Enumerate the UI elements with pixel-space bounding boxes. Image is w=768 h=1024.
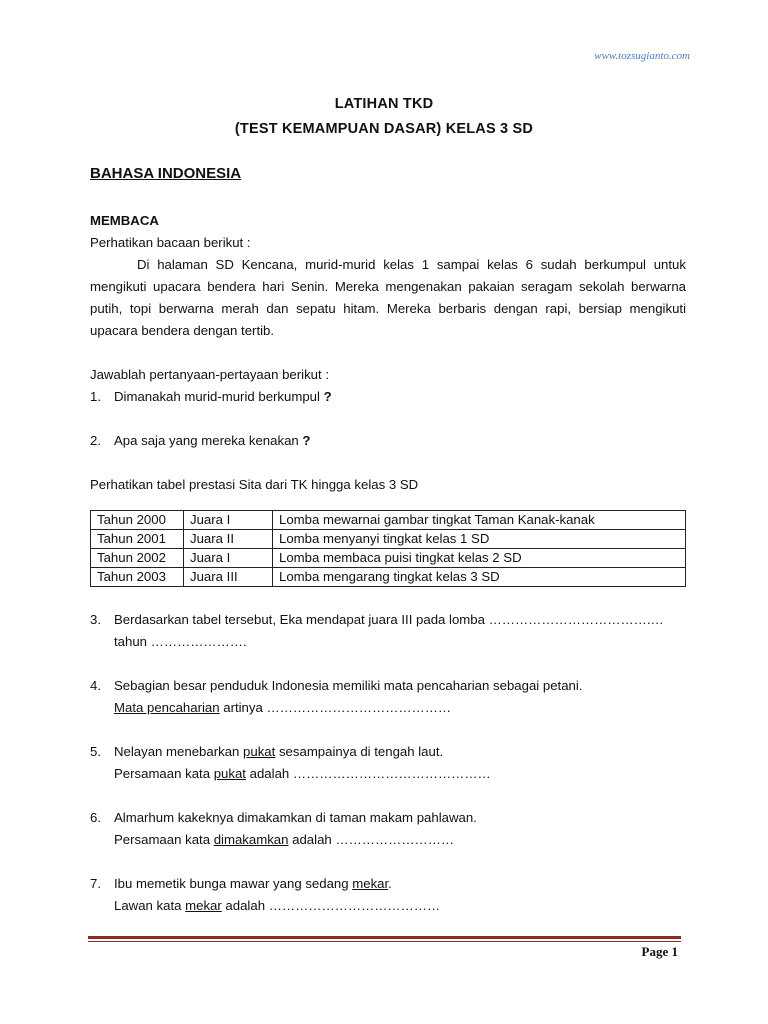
answer-line: adalah ……………………… xyxy=(288,832,455,847)
table-row xyxy=(91,549,686,568)
question-2 xyxy=(90,430,686,452)
answer-line: adalah ………………………………… xyxy=(221,898,441,913)
question-number: 5. xyxy=(90,744,101,759)
section-heading: BAHASA INDONESIA xyxy=(90,165,242,182)
table-intro: Perhatikan tabel prestasi Sita dari TK hingga kelas 3 SD xyxy=(90,477,419,492)
question-4 xyxy=(90,675,686,719)
website-url: www.tozsugianto.com xyxy=(594,50,690,62)
answer-prompt: Persamaan kata xyxy=(114,766,214,781)
table-cell-rank: Juara III xyxy=(184,568,273,587)
underlined-term: pukat xyxy=(243,744,276,759)
answer-prompt: Lawan kata xyxy=(114,898,186,913)
question-text: Almarhum kakeknya dimakamkan di taman makam pahlawan. xyxy=(114,810,477,825)
question-text: . xyxy=(388,876,392,891)
footer-rule xyxy=(88,936,681,939)
question-7 xyxy=(90,873,686,917)
underlined-term: mekar xyxy=(185,898,222,913)
question-number: 3. xyxy=(90,612,101,627)
title-line-2: (TEST KEMAMPUAN DASAR) KELAS 3 SD xyxy=(234,121,534,137)
question-mark: ? xyxy=(323,389,332,404)
table-cell-event: Lomba membaca puisi tingkat kelas 2 SD xyxy=(273,549,686,568)
question-text: Apa saja yang mereka kenakan xyxy=(114,433,303,448)
underlined-term: pukat xyxy=(213,766,246,781)
worksheet-content xyxy=(90,210,686,917)
table-cell-year: Tahun 2002 xyxy=(91,549,184,568)
footer-rule-thin xyxy=(88,941,681,942)
answer-line: artinya …………………………………… xyxy=(219,700,452,715)
question-number: 2. xyxy=(90,433,101,448)
table-cell-year: Tahun 2001 xyxy=(91,530,184,549)
table-row xyxy=(91,511,686,530)
table-cell-rank: Juara I xyxy=(184,549,273,568)
table-cell-rank: Juara I xyxy=(184,511,273,530)
question-6 xyxy=(90,807,686,851)
table-row xyxy=(91,568,686,587)
question-5 xyxy=(90,741,686,785)
reading-passage: Di halaman SD Kencana, murid-murid kelas 1 sampai kelas 6 sudah berkumpul untuk mengikuti upacara bendera hari Senin. Mereka mengenakan pakaian seragam sekolah berwarna putih, topi berwarna merah dan sepatu hitam. Mereka berbaris dengan rapi, bersiap mengikuti upacara bendera dengan tertib. xyxy=(90,257,686,338)
title-line-1: LATIHAN TKD xyxy=(334,96,434,112)
answer-prompt: Persamaan kata xyxy=(114,832,214,847)
page-number: Page 1 xyxy=(641,944,678,959)
table-row xyxy=(91,530,686,549)
question-number: 7. xyxy=(90,876,101,891)
answer-line: tahun …………………. xyxy=(114,634,247,649)
reading-intro: Perhatikan bacaan berikut : xyxy=(90,235,251,250)
table-cell-rank: Juara II xyxy=(184,530,273,549)
question-text: Berdasarkan tabel tersebut, Eka mendapat juara III pada lomba ……………………………….… xyxy=(114,612,664,627)
question-text: Nelayan menebarkan xyxy=(114,744,244,759)
answer-line: adalah ……………………………………… xyxy=(245,766,491,781)
question-text: Dimanakah murid-murid berkumpul xyxy=(114,389,324,404)
table-cell-year: Tahun 2003 xyxy=(91,568,184,587)
question-number: 4. xyxy=(90,678,101,693)
question-1 xyxy=(90,386,686,408)
question-mark: ? xyxy=(302,433,311,448)
table-cell-event: Lomba menyanyi tingkat kelas 1 SD xyxy=(273,530,686,549)
table-cell-year: Tahun 2000 xyxy=(91,511,184,530)
underlined-term: mekar xyxy=(352,876,389,891)
question-text: Ibu memetik bunga mawar yang sedang xyxy=(114,876,353,891)
underlined-term: Mata pencaharian xyxy=(114,700,220,715)
question-text: sesampainya di tengah laut. xyxy=(275,744,444,759)
table-cell-event: Lomba mengarang tingkat kelas 3 SD xyxy=(273,568,686,587)
table-cell-event: Lomba mewarnai gambar tingkat Taman Kanak-kanak xyxy=(273,511,686,530)
question-text: Sebagian besar penduduk Indonesia memiliki mata pencaharian sebagai petani. xyxy=(114,678,583,693)
questions-intro: Jawablah pertanyaan-pertayaan berikut : xyxy=(90,367,329,382)
question-number: 1. xyxy=(90,389,101,404)
underlined-term: dimakamkan xyxy=(213,832,289,847)
question-number: 6. xyxy=(90,810,101,825)
question-3 xyxy=(90,609,686,653)
membaca-heading: MEMBACA xyxy=(90,213,159,228)
achievement-table xyxy=(90,510,686,587)
